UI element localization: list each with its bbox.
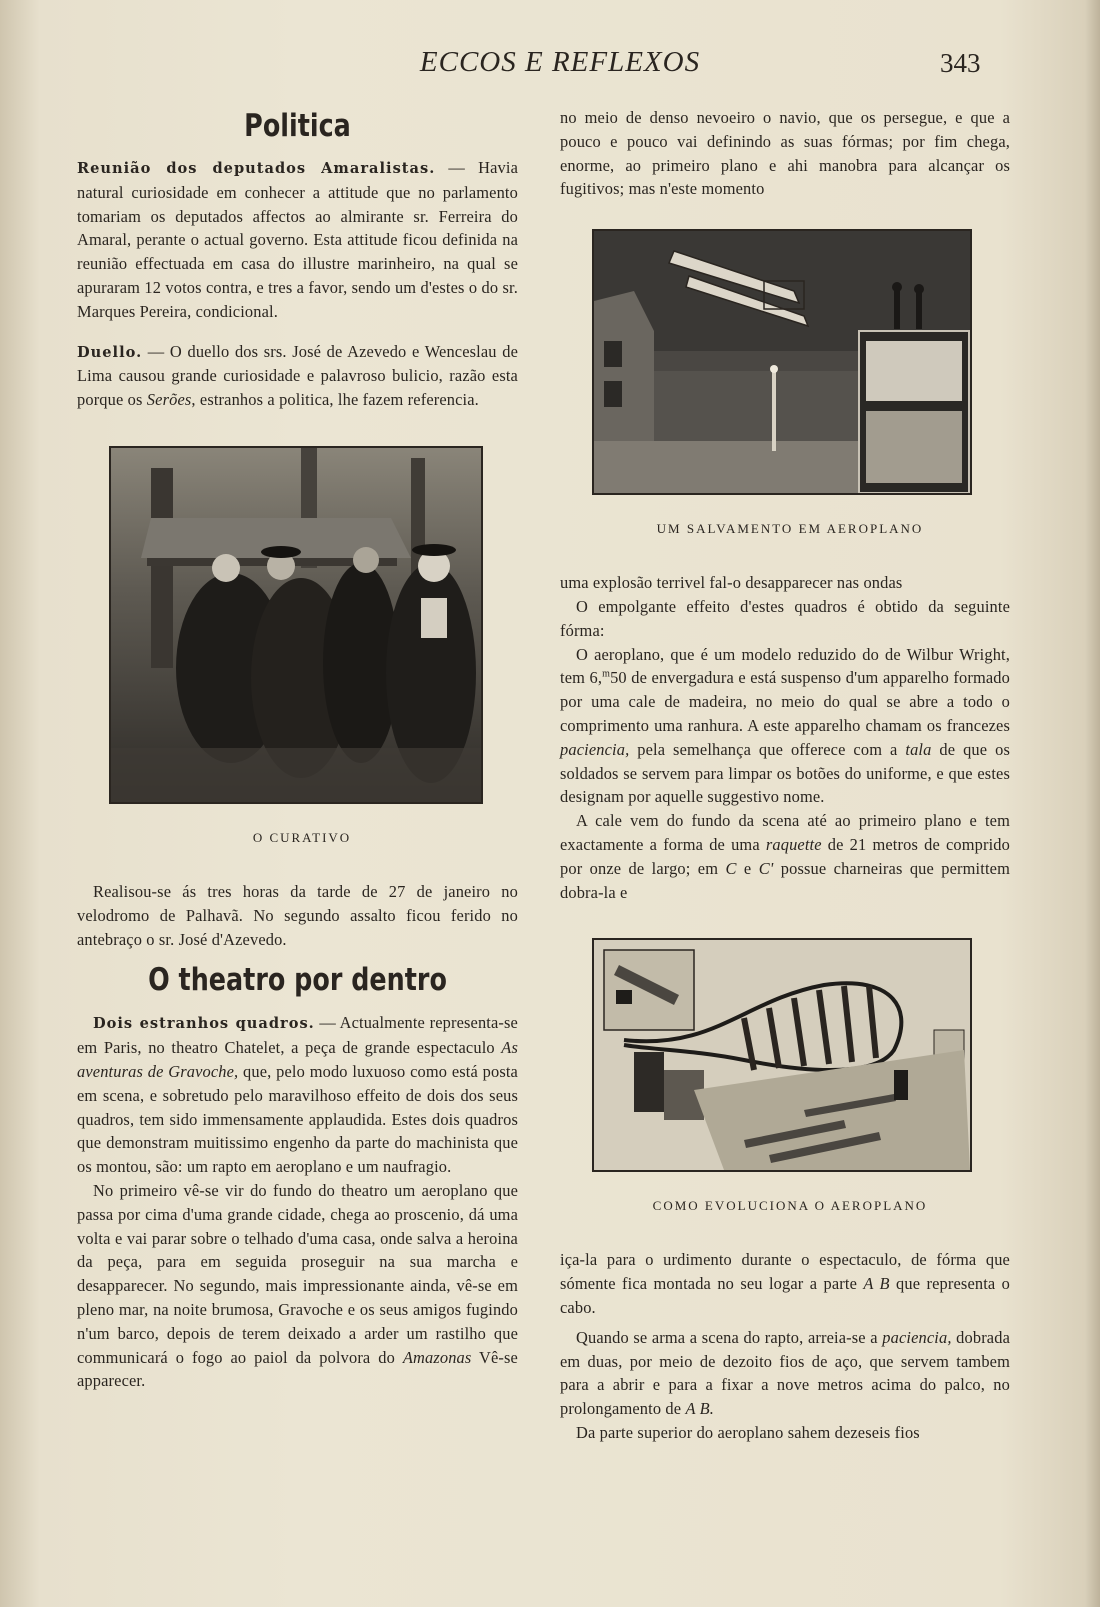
paragraph-primeiro: No primeiro vê-se vir do fundo do theatro um aeroplano que passa por cima d'uma grande cidade, chega ao proscenio, dá uma volta e vai parar sobre o telhado d'uma casa, onde salva a heroina da peça, para em seguida proseguir na sua marcha e desapparecer. No segundo, mais impressionante ainda, vê-se em pleno mar, na noite brumosa, Gravoche e os seus amigos fugindo n'um barco, depois de terem deixado a arder um rastilho que communicará o fogo ao paiol da polvora do Amazonas Vê-se apparecer. — [77, 1180, 518, 1391]
paragraph-dois-quadros: Dois estranhos quadros. — Actualmente representa-se em Paris, no theatro Chatelet, a peça de grande espectaculo As aventuras de Gravoche, que, pelo modo luxuoso como está posta em scena, e sobretudo pelo maravilhoso effeito de dois dos seus quadros, tem sido immensamente applaudida. Estes dois quadros que demonstram muitissimo engenho da parte do machinista que os montou, são: um rapto em aeroplano e um naufragio. — [77, 1013, 518, 1177]
paragraph-quando: Quando se arma a scena do rapto, arreia-se a paciencia, dobrada em duas, por meio de dezoito fios de aço, que servem tambem para a abrir e para a fixar a nove metros acima do palco, no prolongamento de A B. — [560, 1327, 1010, 1419]
paragraph-duello: Duello. — O duello dos srs. José de Azevedo e Wenceslau de Lima causou grande curiosidade e palavroso bulicio, razão esta porque os Serões, estranhos a politica, lhe fazem referencia. — [77, 341, 518, 410]
paragraph-parte-superior: Da parte superior do aeroplano sahem dezeseis fios — [576, 1422, 920, 1442]
caption-evoluciona-aeroplano: COMO EVOLUCIONA O AEROPLANO — [652, 1198, 928, 1214]
left-column — [77, 106, 518, 1393]
right-column — [560, 106, 1010, 1445]
paragraph-icala: iça-la para o urdimento durante o espectaculo, de fórma que sómente fica montada no seu logar a parte A B que representa o cabo. — [560, 1250, 1011, 1317]
runin-dois-quadros: Dois estranhos quadros. — [93, 1015, 315, 1033]
paragraph-empolgante: O empolgante effeito d'estes quadros é obtido da seguinte fórma: — [560, 596, 1010, 640]
illustration-salvamento-aeroplano — [592, 229, 972, 495]
paragraph-cale: A cale vem do fundo da scena até ao primeiro plano e tem exactamente a forma de uma raquette de 21 metros de comprido por onze de largo; em C e C' possue charneiras que permittem dobra-la e — [560, 811, 1010, 902]
paragraph-reuniao: Reunião dos deputados Amaralistas. — Havia natural curiosidade em conhecer a attitude que no parlamento tomariam os deputados affectos ao almirante sr. Ferreira do Amaral, perante o actual governo. Esta attitude ficou definida na reunião effectuada em casa do illustre marinheiro, na qual se apuraram 12 votos contra, e tres a favor, sendo um d'estes o do sr. Marques Pereira, condicional. — [77, 158, 518, 321]
paragraph-explosao: uma explosão terrivel fal-o desapparecer nas ondas — [560, 573, 903, 593]
runin-duello: Duello. — [77, 343, 143, 361]
runin-reuniao: Reunião dos deputados Amaralistas. — [77, 160, 436, 177]
section-title-politica: Politica — [244, 108, 351, 144]
caption-salvamento-aeroplano: UM SALVAMENTO EM AEROPLANO — [656, 521, 924, 537]
paragraph-realisou: Realisou-se ás tres horas da tarde de 27 de janeiro no velodromo de Palhavã. No segundo assalto ficou ferido no antebraço o sr. José d'Azevedo. — [77, 881, 518, 949]
caption-o-curativo: O CURATIVO — [252, 829, 352, 845]
running-title: ECCOS E REFLEXOS — [419, 46, 701, 78]
paragraph-aeroplano: O aeroplano, que é um modelo reduzido do de Wilbur Wright, tem 6,$^m$50 de envergadura e está suspenso d'um apparelho formado por uma cale de madeira, no meio do qual se abre a todo o comprimento uma ranhura. A este apparelho chamam os francezes paciencia, pela semelhança que offerece com a tala de que os soldados se servem para limpar os botões do uniforme, e que estes designam por aquelle suggestivo nome. — [560, 644, 1010, 807]
photo-o-curativo — [109, 446, 483, 804]
section-title-theatro: O theatro por dentro — [148, 962, 447, 999]
page-number: 343 — [940, 48, 981, 78]
diagram-evoluciona-aeroplano — [592, 938, 972, 1172]
paragraph-continuacao: no meio de denso nevoeiro o navio, que os persegue, e que a pouco e pouco vai definindo as suas fórmas; por fim chega, enorme, ao primeiro plano e ahi manobra para alcançar os fugitivos; mas n'este momento — [560, 108, 1010, 199]
